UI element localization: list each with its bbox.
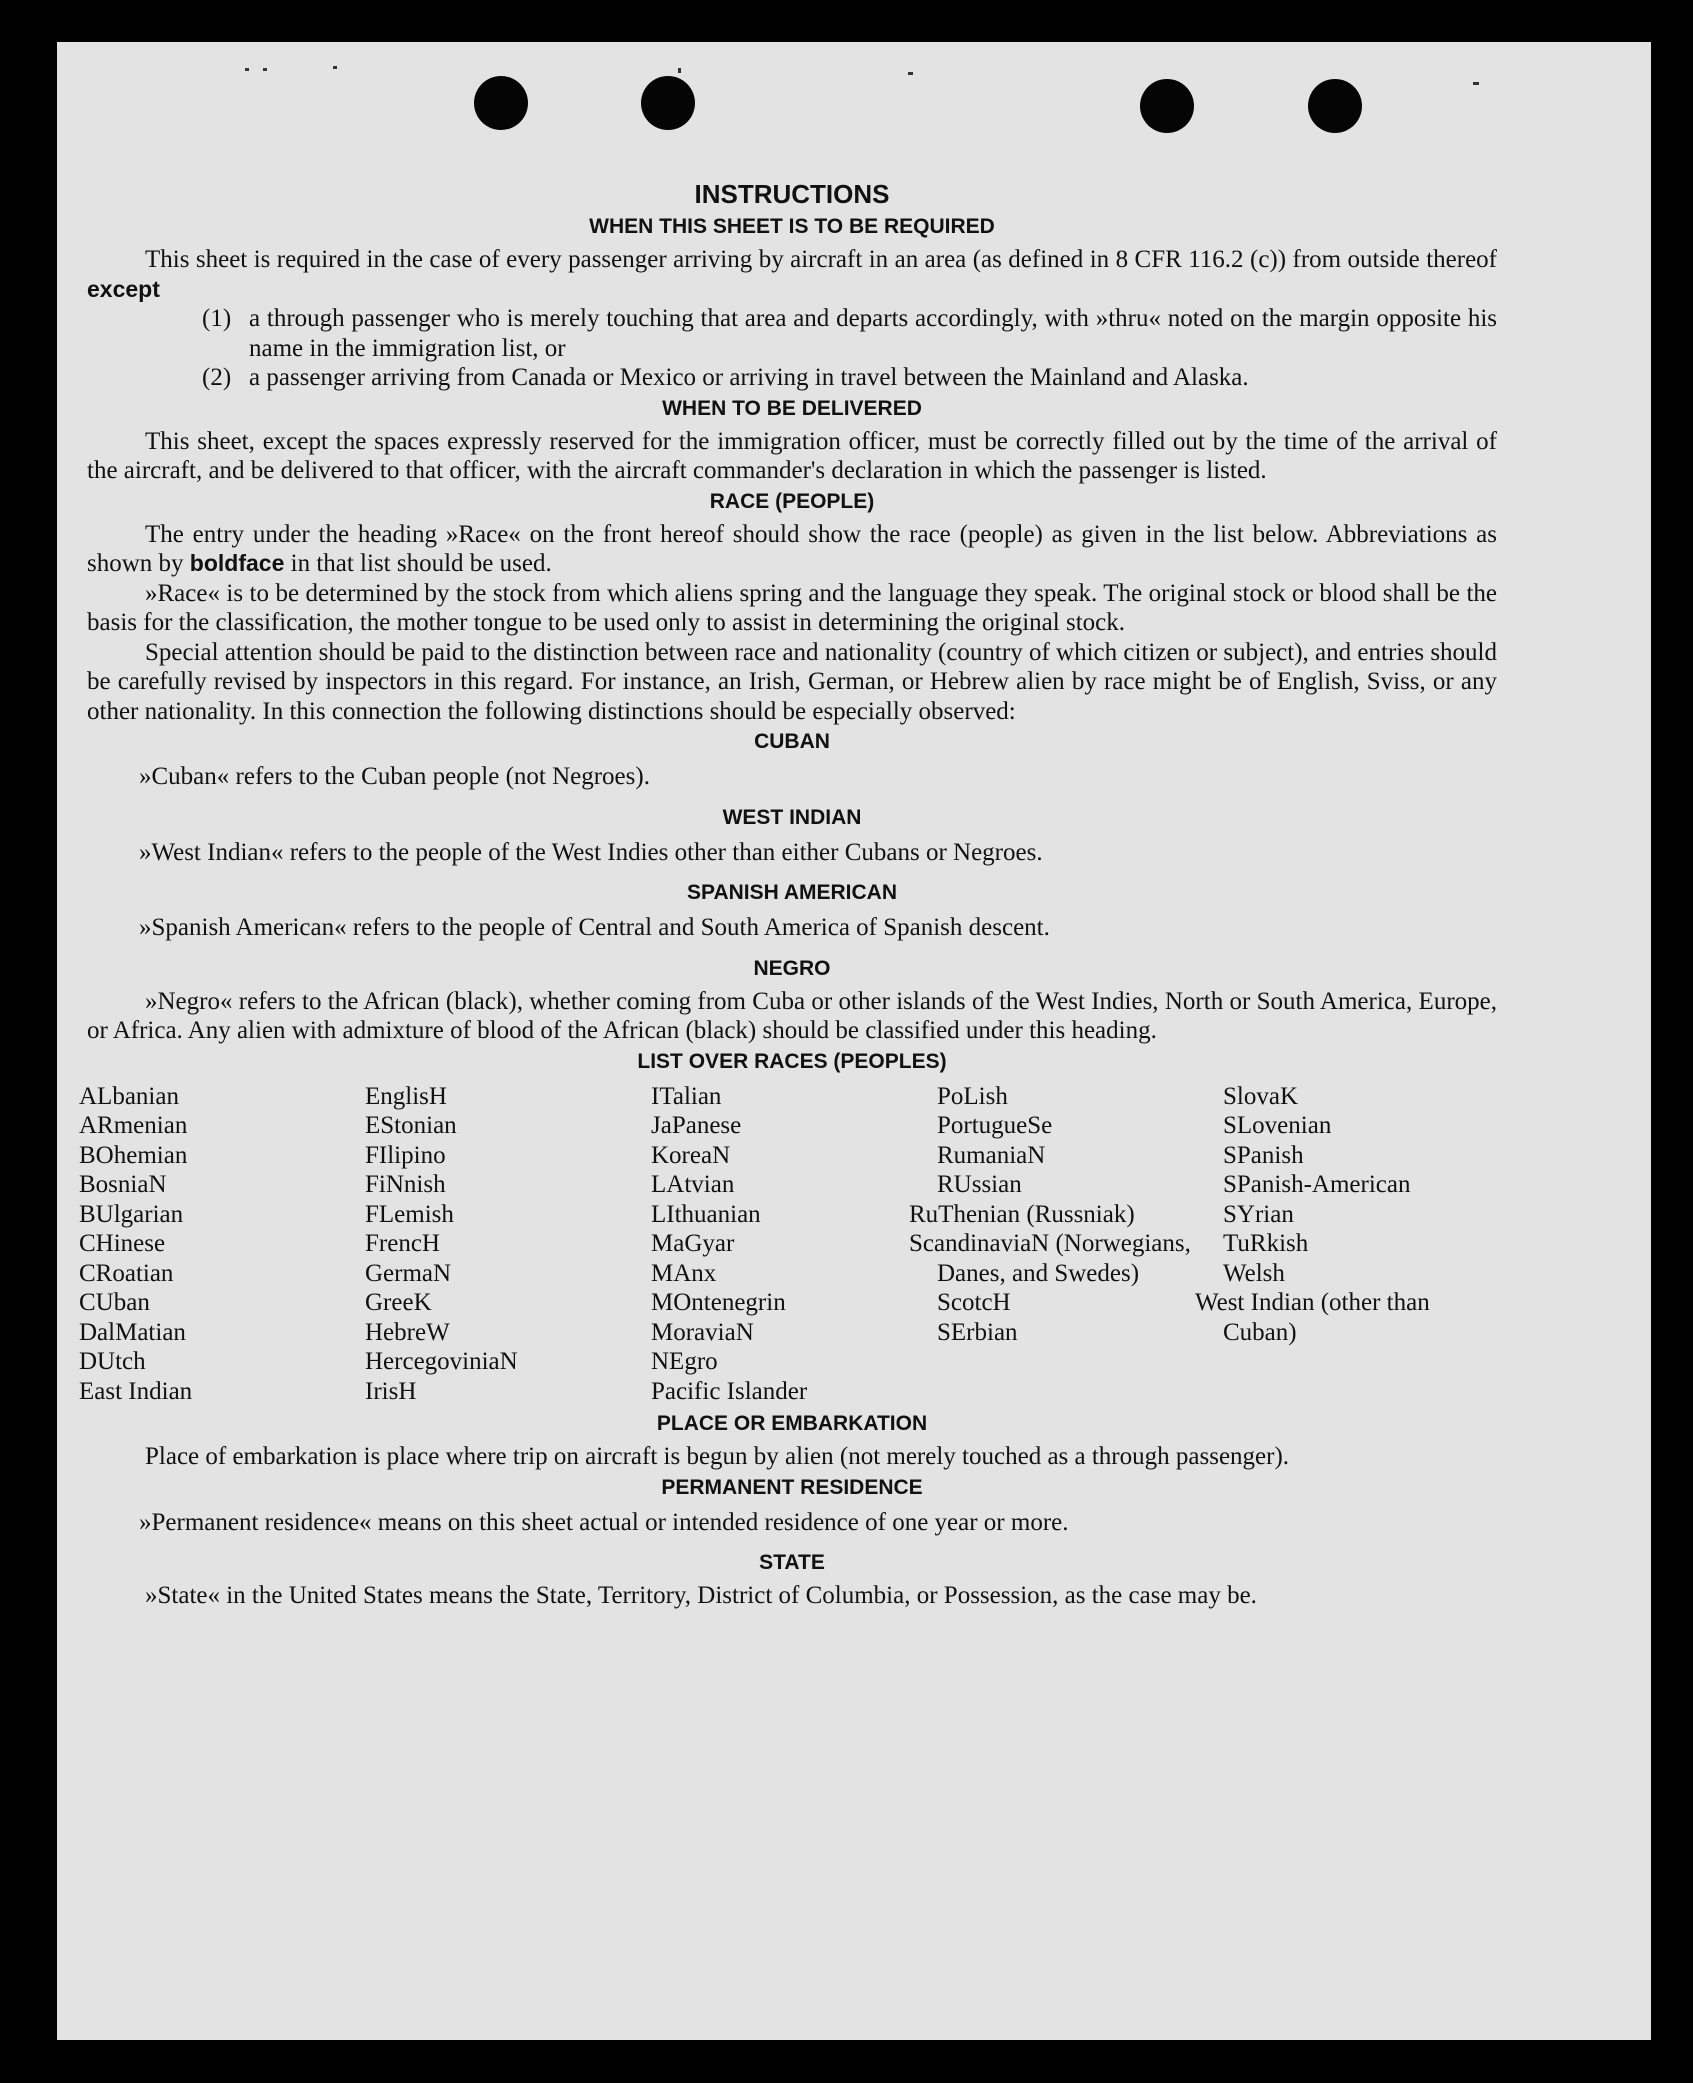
- race-entry: MOntenegrin: [651, 1289, 786, 1316]
- race-entry: PortugueSe: [937, 1112, 1053, 1139]
- race-entry: LAtvian: [651, 1171, 735, 1198]
- race-entry: BUlgarian: [79, 1200, 184, 1228]
- speck: [908, 72, 913, 75]
- section-heading-state: STATE: [759, 1551, 825, 1574]
- exception-item: [202, 363, 1497, 393]
- race-entry: East Indian: [79, 1377, 193, 1405]
- race-entry: KoreaN: [651, 1141, 731, 1169]
- item-text: a through passenger who is merely touching that area and departs accordingly, with »thru« noted on the margin opposite his name in the immigration list, or: [249, 305, 1497, 362]
- punch-hole: [1308, 79, 1362, 133]
- punch-hole: [641, 76, 695, 130]
- speck: [678, 68, 681, 73]
- races-column-3: [651, 1082, 937, 1407]
- race-entry: TuRkish: [1223, 1230, 1309, 1257]
- instructions-body: [79, 175, 1497, 1611]
- race-entry: PoLish: [937, 1082, 1008, 1110]
- speck: [333, 66, 337, 69]
- races-column-2: [365, 1082, 651, 1407]
- race-entry: SLovenian: [1223, 1112, 1332, 1139]
- section-heading-negro: NEGRO: [753, 956, 831, 980]
- state-text: »State« in the United States means the State, Territory, District of Columbia, or Possession, as the case may be.: [145, 1582, 1257, 1609]
- race-entry: FLemish: [365, 1200, 454, 1228]
- race-paragraph-3: Special attention should be paid to the distinction between race and nationality (country of which citizen or subject), and entries should be carefully revised by inspectors in this regard. For instance, an Irish, German, or Hebrew alien by race might be of English, Sviss, or any other nationality. In this connection the following distinctions should be especially observed:: [87, 638, 1497, 725]
- section-heading-west-indian: WEST INDIAN: [722, 805, 862, 829]
- speck: [1473, 82, 1479, 85]
- when-required-text: This sheet is required in the case of every passenger arriving by aircraft in an area (as defined in 8 CFR 116.2 (c)) from outside thereof except: [87, 246, 1497, 302]
- section-heading-when-required: WHEN THIS SHEET IS TO BE REQUIRED: [589, 215, 995, 238]
- race-entry: ALbanian: [79, 1082, 179, 1110]
- race-entry: SYrian: [1223, 1200, 1294, 1228]
- residence-text: »Permanent residence« means on this sheet actual or intended residence of one year or more.: [139, 1508, 1069, 1536]
- race-entry: CHinese: [79, 1230, 166, 1257]
- section-heading-races-list: LIST OVER RACES (PEOPLES): [637, 1049, 947, 1073]
- race-entry: GermaN: [365, 1259, 452, 1287]
- race-entry: FIlipino: [365, 1141, 446, 1169]
- race-entry: RuThenian (Russniak): [909, 1200, 1135, 1228]
- race-entry: ARmenian: [79, 1112, 188, 1139]
- race-entry: HebreW: [365, 1318, 450, 1346]
- speck: [263, 68, 267, 71]
- race-entry: JaPanese: [651, 1112, 742, 1139]
- exception-item: [202, 304, 1497, 363]
- spanish-american-definition: »Spanish American« refers to the people of Central and South America of Spanish descent.: [139, 914, 1050, 941]
- boldface-word: boldface: [189, 550, 285, 576]
- punch-hole: [1140, 79, 1194, 133]
- race-entry: ScandinaviaN (Norwegians, Danes, and Swedes): [909, 1230, 1191, 1287]
- race-entry: ITalian: [651, 1082, 722, 1110]
- race-entry: RUssian: [937, 1171, 1022, 1198]
- section-heading-when-delivered: WHEN TO BE DELIVERED: [662, 396, 922, 420]
- race-entry: EnglisH: [365, 1082, 447, 1110]
- races-column-1: [79, 1082, 365, 1407]
- race-entry: IrisH: [365, 1377, 417, 1405]
- when-delivered-text: This sheet, except the spaces expressly reserved for the immigration officer, must be correctly filled out by the time of the arrival of the aircraft, and be delivered to that officer, with the aircraft commander's declaration in which the passenger is listed.: [87, 427, 1497, 484]
- race-entry: Pacific Islander: [651, 1377, 808, 1405]
- item-number: (1): [202, 305, 232, 332]
- race-entry: SPanish: [1223, 1141, 1304, 1169]
- race-entry: DalMatian: [79, 1318, 186, 1346]
- section-heading-cuban: CUBAN: [754, 730, 830, 753]
- punch-hole: [474, 76, 528, 130]
- race-entry: RumaniaN: [937, 1141, 1046, 1169]
- race-entry: EStonian: [365, 1112, 457, 1139]
- race-entry: SPanish-American: [1223, 1171, 1411, 1198]
- item-text: a passenger arriving from Canada or Mexico or arriving in travel between the Mainland and Alaska.: [249, 364, 1249, 391]
- race-paragraph-2: »Race« is to be determined by the stock from which aliens spring and the language they speak. The original stock or blood shall be the basis for the classification, the mother tongue to be used only to assist in determining the original stock.: [87, 579, 1497, 636]
- race-entry: West Indian (other than Cuban): [1195, 1289, 1430, 1346]
- embarkation-text: Place of embarkation is place where trip on aircraft is begun by alien (not merely touched as a through passenger).: [145, 1443, 1290, 1470]
- race-paragraph-1: The entry under the heading »Race« on the front hereof should show the race (people) as given in the list below. Abbreviations as shown by boldface in that list should be used.: [87, 520, 1497, 577]
- races-list: [79, 1082, 1497, 1407]
- race-entry: MaGyar: [651, 1230, 735, 1257]
- race-entry: FrencH: [365, 1230, 440, 1257]
- race-entry: MoraviaN: [651, 1318, 754, 1346]
- race-entry: MAnx: [651, 1259, 717, 1287]
- page-title: INSTRUCTIONS: [694, 179, 890, 209]
- west-indian-definition: »West Indian« refers to the people of the West Indies other than either Cubans or Negroes.: [139, 838, 1043, 866]
- cuban-definition: »Cuban« refers to the Cuban people (not Negroes).: [139, 763, 650, 790]
- race-entry: BOhemian: [79, 1141, 188, 1169]
- section-heading-spanish-american: SPANISH AMERICAN: [686, 881, 897, 904]
- race-entry: BosniaN: [79, 1171, 167, 1198]
- race-entry: Welsh: [1223, 1259, 1285, 1287]
- race-entry: LIthuanian: [651, 1200, 761, 1228]
- except-word: except: [87, 275, 160, 302]
- item-number: (2): [202, 364, 232, 391]
- races-column-4: [909, 1082, 1223, 1407]
- race-entry: SErbian: [937, 1318, 1018, 1346]
- race-entry: GreeK: [365, 1289, 432, 1316]
- race-entry: DUtch: [79, 1348, 146, 1375]
- race-entry: HercegoviniaN: [365, 1348, 518, 1375]
- race-entry: SlovaK: [1223, 1082, 1298, 1110]
- race-entry: CUban: [79, 1289, 150, 1316]
- section-heading-race: RACE (PEOPLE): [709, 489, 875, 513]
- section-heading-embarkation: PLACE OR EMBARKATION: [656, 1412, 928, 1435]
- section-heading-residence: PERMANENT RESIDENCE: [661, 1475, 923, 1499]
- race-entry: ScotcH: [937, 1289, 1011, 1316]
- races-column-5: [1195, 1082, 1489, 1407]
- speck: [245, 68, 249, 71]
- negro-definition: »Negro« refers to the African (black), whether coming from Cuba or other islands of the West Indies, North or South America, Europe, or Africa. Any alien with admixture of blood of the African (black) should be classified under this heading.: [87, 987, 1497, 1044]
- race-entry: FiNnish: [365, 1171, 446, 1198]
- race-entry: CRoatian: [79, 1259, 174, 1287]
- race-entry: NEgro: [651, 1348, 718, 1375]
